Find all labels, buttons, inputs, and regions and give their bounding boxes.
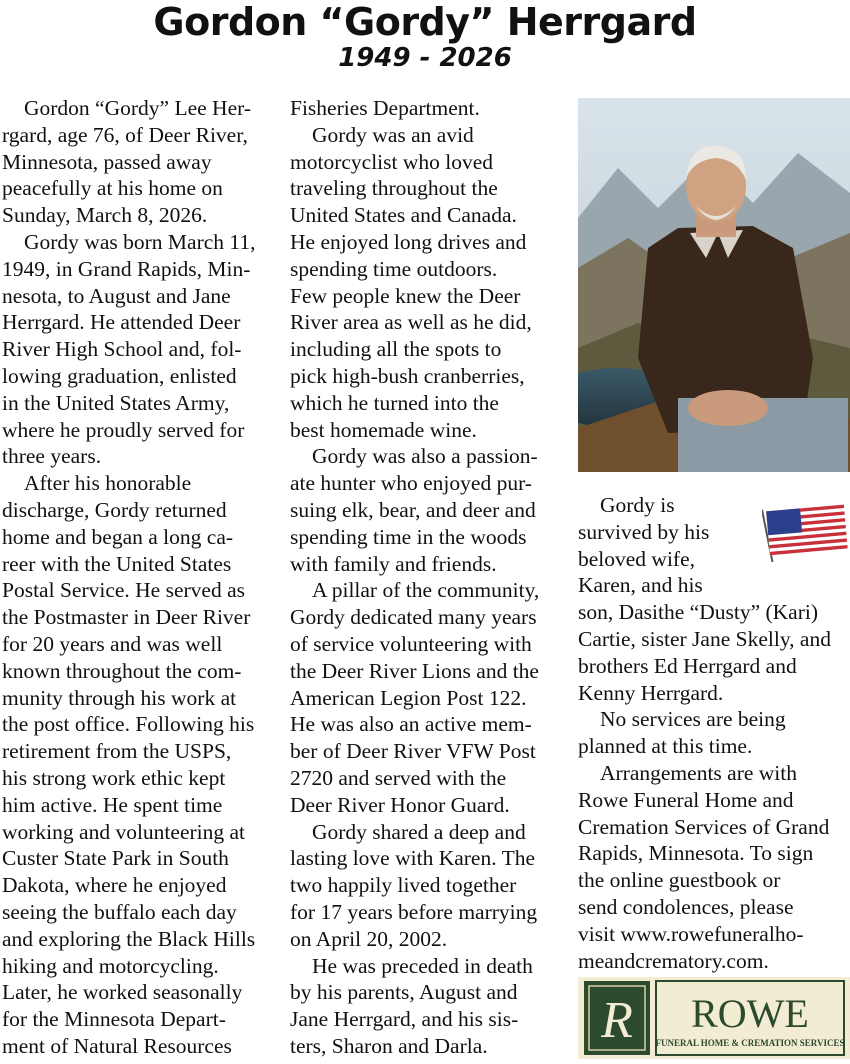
- text-line: for 20 years and was well: [2, 631, 223, 656]
- text-line: Later, he worked seasonally: [2, 980, 243, 1005]
- text-line: Karen, and his: [578, 573, 703, 598]
- text-line: Rowe Funeral Home and: [578, 787, 794, 812]
- text-line: brothers Ed Herrgard and: [578, 653, 797, 678]
- text-line: for the Minnesota Depart-: [2, 1007, 226, 1032]
- text-column-1: [2, 95, 274, 1060]
- text-line: hiking and motorcycling.: [2, 953, 219, 978]
- text-line: reer with the United States: [2, 551, 232, 576]
- text-line: the Postmaster in Deer River: [2, 605, 251, 630]
- text-line: on April 20, 2002.: [290, 926, 448, 951]
- logo-name: ROWE: [691, 991, 809, 1036]
- text-line: Gordy dedicated many years: [290, 605, 537, 630]
- text-line: Kenny Herrgard.: [578, 680, 724, 705]
- text-line: Jane Herrgard, and his sis-: [290, 1007, 519, 1032]
- text-line: Gordon “Gordy” Lee Her-: [24, 96, 252, 120]
- text-line: in the United States Army,: [2, 390, 230, 415]
- text-line: three years.: [2, 444, 102, 469]
- text-line: Minnesota, passed away: [2, 149, 212, 174]
- text-column-2: [290, 95, 562, 1060]
- logo-monogram: R: [601, 992, 633, 1049]
- text-line: 1949, in Grand Rapids, Min-: [2, 256, 251, 281]
- text-line: send condolences, please: [578, 894, 794, 919]
- text-line: of service volunteering with: [290, 631, 532, 656]
- text-line: discharge, Gordy returned: [2, 497, 227, 522]
- text-line: best homemade wine.: [290, 417, 477, 442]
- text-line: United States and Canada.: [290, 203, 517, 228]
- text-line: Gordy was born March 11,: [24, 229, 256, 254]
- text-line: his strong work ethic kept: [2, 765, 226, 790]
- american-flag-icon: [762, 500, 850, 562]
- text-line: traveling throughout the: [290, 176, 498, 201]
- text-line: Dakota, where he enjoyed: [2, 873, 227, 898]
- text-line: planned at this time.: [578, 734, 753, 759]
- text-line: No services are being: [600, 707, 786, 732]
- text-line: which he turned into the: [290, 390, 499, 415]
- text-line: Gordy was an avid: [312, 122, 474, 147]
- text-line: Cremation Services of Grand: [578, 814, 830, 839]
- text-line: spending time in the woods: [290, 524, 527, 549]
- text-line: motorcyclist who loved: [290, 149, 494, 174]
- text-line: 2720 and served with the: [290, 765, 507, 790]
- text-line: rgard, age 76, of Deer River,: [2, 122, 248, 147]
- text-line: the Deer River Lions and the: [290, 658, 539, 683]
- text-line: Gordy shared a deep and: [312, 819, 526, 844]
- text-line: where he proudly served for: [2, 417, 245, 442]
- text-line: He was also an active mem-: [290, 712, 532, 737]
- rowe-funeral-home-logo: [578, 977, 850, 1059]
- text-line: A pillar of the community,: [312, 578, 540, 603]
- text-line: with family and friends.: [290, 551, 497, 576]
- text-line: American Legion Post 122.: [290, 685, 527, 710]
- text-line: Few people knew the Deer: [290, 283, 521, 308]
- text-line: home and began a long ca-: [2, 524, 234, 549]
- text-line: lasting love with Karen. The: [290, 846, 536, 871]
- text-line: the post office. Following his: [2, 712, 255, 737]
- text-line: including all the spots to: [290, 337, 502, 362]
- text-line: He enjoyed long drives and: [290, 229, 527, 254]
- text-line: lowing graduation, enlisted: [2, 363, 237, 388]
- text-line: working and volunteering at: [2, 819, 246, 844]
- text-line: meandcrematory.com.: [578, 948, 769, 973]
- text-line: River High School and, fol-: [2, 337, 242, 362]
- text-line: him active. He spent time: [2, 792, 223, 817]
- text-line: pick high-bush cranberries,: [290, 363, 525, 388]
- text-line: He was preceded in death: [312, 953, 533, 978]
- text-line: Arrangements are with: [600, 760, 798, 785]
- text-line: Gordy is: [600, 493, 675, 517]
- text-line: son, Dasithe “Dusty” (Kari): [578, 600, 819, 625]
- text-line: two happily lived together: [290, 873, 517, 898]
- logo-tagline: FUNERAL HOME & CREMATION SERVICES: [655, 1038, 845, 1048]
- text-column-3: [578, 492, 850, 974]
- text-line: peacefully at his home on: [2, 176, 223, 201]
- text-line: ment of Natural Resources: [2, 1033, 232, 1058]
- text-line: Sunday, March 8, 2026.: [2, 203, 208, 228]
- text-line: ate hunter who enjoyed pur-: [290, 471, 532, 496]
- text-line: Cartie, sister Jane Skelly, and: [578, 626, 831, 651]
- text-line: seeing the buffalo each day: [2, 899, 237, 924]
- text-line: After his honorable: [24, 471, 192, 496]
- text-line: visit www.rowefuneralho-: [578, 921, 804, 946]
- text-line: beloved wife,: [578, 546, 696, 571]
- text-line: Fisheries Department.: [290, 96, 480, 120]
- portrait-photo: [578, 98, 850, 472]
- text-line: ters, Sharon and Darla.: [290, 1033, 488, 1058]
- text-line: retirement from the USPS,: [2, 739, 232, 764]
- obituary-name-heading: Gordon “Gordy” Herrgard: [153, 0, 697, 44]
- text-line: by his parents, August and: [290, 980, 518, 1005]
- life-years: 1949 - 2026: [338, 43, 512, 73]
- text-line: Herrgard. He attended Deer: [2, 310, 241, 335]
- text-line: known throughout the com-: [2, 658, 242, 683]
- text-line: Postal Service. He served as: [2, 578, 245, 603]
- text-line: suing elk, bear, and deer and: [290, 497, 536, 522]
- text-line: survived by his: [578, 519, 710, 544]
- text-line: Gordy was also a passion-: [312, 444, 538, 469]
- text-line: Custer State Park in South: [2, 846, 229, 871]
- text-line: and exploring the Black Hills: [2, 926, 256, 951]
- text-line: ber of Deer River VFW Post: [290, 739, 536, 764]
- text-line: munity through his work at: [2, 685, 237, 710]
- text-line: nesota, to August and Jane: [2, 283, 231, 308]
- text-line: spending time outdoors.: [290, 256, 498, 281]
- text-line: the online guestbook or: [578, 868, 781, 893]
- text-line: River area as well as he did,: [290, 310, 532, 335]
- text-line: Deer River Honor Guard.: [290, 792, 510, 817]
- text-line: for 17 years before marrying: [290, 899, 538, 924]
- text-line: Rapids, Minnesota. To sign: [578, 841, 814, 866]
